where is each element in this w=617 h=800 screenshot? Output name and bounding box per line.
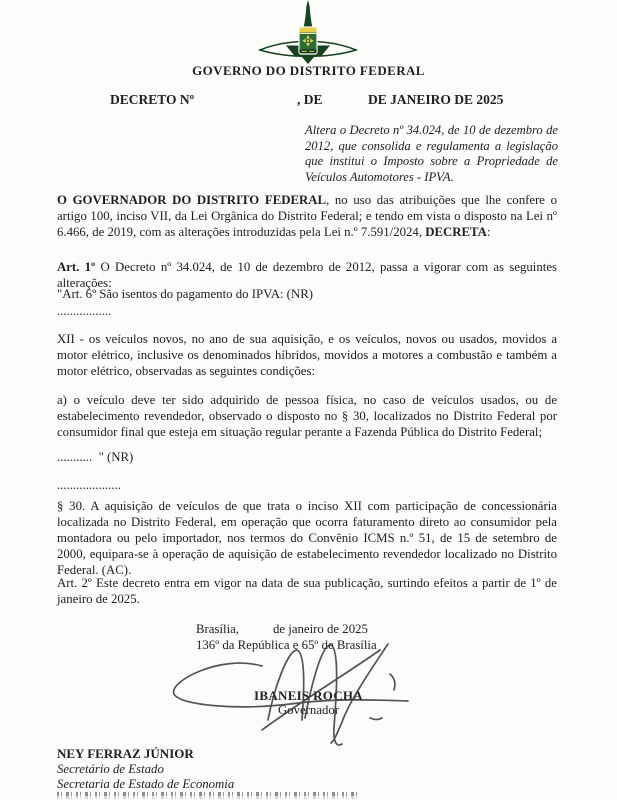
paragraph-nr-close: ........... " (NR) [57, 450, 134, 464]
secretary-org: Secretaria de Estado de Economia [57, 777, 235, 791]
governor-signature-icon [150, 630, 430, 755]
paragraph-inciso-xii: XII - os veículos novos, no ano de sua aquisição, e os veículos, novos ou usados, movidos a motor elétrico, inclusive os denominados híbridos, movidos a motores a combustão e também a motor elétrico, observadas as seguintes condições: [57, 332, 557, 378]
emblem-shield-top-line [300, 33, 317, 34]
ellipsis-line-1: ................. [57, 304, 112, 318]
decree-comma-de: , DE [297, 92, 323, 107]
ellipsis-line-2: .................... [57, 478, 121, 492]
decree-epigraph: Altera o Decreto nº 34.024, de 10 de dezembro de 2012, que consolida e regulamenta a legislação que institui o Imposto sobre a Propriedade de Veículos Automotores - IPVA. [305, 123, 558, 184]
decree-number-label: DECRETO Nº [110, 92, 195, 107]
decree-number-line [0, 92, 617, 110]
paragraph-art2: Art. 2º Este decreto entra em vigor na data de sua publicação, surtindo efeitos a partir de 1º de janeiro de 2025. [57, 576, 557, 606]
closing-city: Brasília, [196, 622, 240, 636]
secretary-title: Secretário de Estado [57, 761, 164, 776]
paragraph-par-30: § 30. A aquisição de veículos de que trata o inciso XII com participação de concessionária localizada no Distrito Federal, em operação que ocorra faturamento direto ao consumidor pela montadora ou pelo importador, nos termos do Convênio ICMS n.º 51, de 15 de setembro de 2000, equipara-se à operação de aquisição de estabelecimento revendedor localizado no Distrito Federal. (AC). [57, 499, 557, 577]
signer-role: Governador [277, 703, 340, 717]
paragraph-art6-quote: "Art. 6º São isentos do pagamento do IPVA: (NR) [57, 287, 313, 301]
decree-date-part: DE JANEIRO DE 2025 [368, 92, 504, 107]
closing-era-line: 136º da República e 65º de Brasília [196, 638, 377, 652]
paragraph-item-a: a) o veículo deve ter sido adquirido de pessoa física, no caso de veículos usados, ou de estabelecimento revendedor, observado o disposto no § 30, localizados no Distrito Federal por consumidor final que esteja em situação regular perante a Fazenda Pública do Distrito Federal; [57, 393, 557, 439]
closing-date-blank: de janeiro de 2025 [273, 622, 368, 636]
signer-name: IBANEIS ROCHA [253, 688, 363, 703]
clipped-footer-line [57, 792, 360, 799]
paragraph-art1: Art. 1º O Decreto nº 34.024, de 10 de dezembro de 2012, passa a vigorar com as seguintes alterações: [57, 260, 557, 290]
gdf-coat-of-arms-icon [258, 0, 358, 64]
government-title: GOVERNO DO DISTRITO FEDERAL [192, 63, 425, 78]
paragraph-governor-preamble: O GOVERNADOR DO DISTRITO FEDERAL, no uso das atribuições que lhe confere o artigo 100, inciso VII, da Lei Orgânica do Distrito Federal; e tendo em vista o disposto na Lei nº 6.466, de 2019, com as alterações introduzidas pela Lei n.º 7.591/2024, DECRETA: [57, 193, 558, 239]
emblem-shield-top-band [300, 28, 317, 33]
secretary-name: NEY FERRAZ JÚNIOR [57, 746, 194, 761]
